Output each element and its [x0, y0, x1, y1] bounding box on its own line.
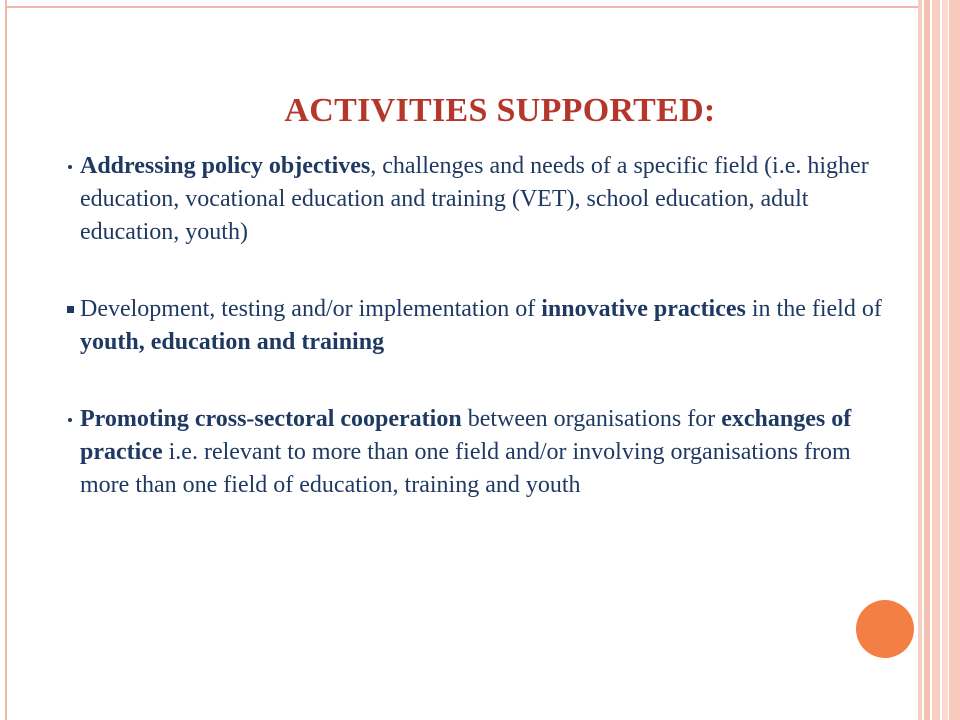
normal-text: Development, testing and/or implementation of [80, 296, 542, 322]
dot-bullet-icon [60, 150, 80, 183]
bold-text: youth, education and training [80, 329, 385, 355]
bold-text: exchanges of practice [80, 406, 852, 465]
bullet-list [60, 150, 895, 502]
bullet-item-cross-sectoral-cooperation [60, 403, 895, 502]
square-bullet-icon [60, 293, 80, 326]
bold-text: Addressing policy objectives [80, 153, 371, 179]
normal-text: in the field of [745, 296, 882, 322]
bullet-item-innovative-practices [60, 293, 895, 359]
bold-text: Promoting cross-sectoral cooperation [80, 406, 462, 432]
left-border-line [5, 0, 7, 720]
normal-text: between organisations for [461, 406, 722, 432]
bold-text: innovative practices [541, 296, 746, 322]
top-border-line [5, 6, 918, 8]
right-decorative-stripes [918, 0, 960, 720]
dot-bullet-icon [60, 403, 80, 436]
bullet-text [80, 403, 895, 502]
normal-text: , challenges and needs of a specific field (i.e. higher education, vocational education and training (VET), school education, adult education, youth) [80, 153, 869, 245]
bullet-text [80, 150, 895, 249]
bullet-item-policy-objectives [60, 150, 895, 249]
normal-text: i.e. relevant to more than one field and/or involving organisations from more than one field of education, training and youth [80, 439, 851, 498]
orange-circle-decoration [856, 600, 914, 658]
slide-title: ACTIVITIES SUPPORTED: [284, 92, 716, 129]
bullet-text [80, 293, 895, 359]
